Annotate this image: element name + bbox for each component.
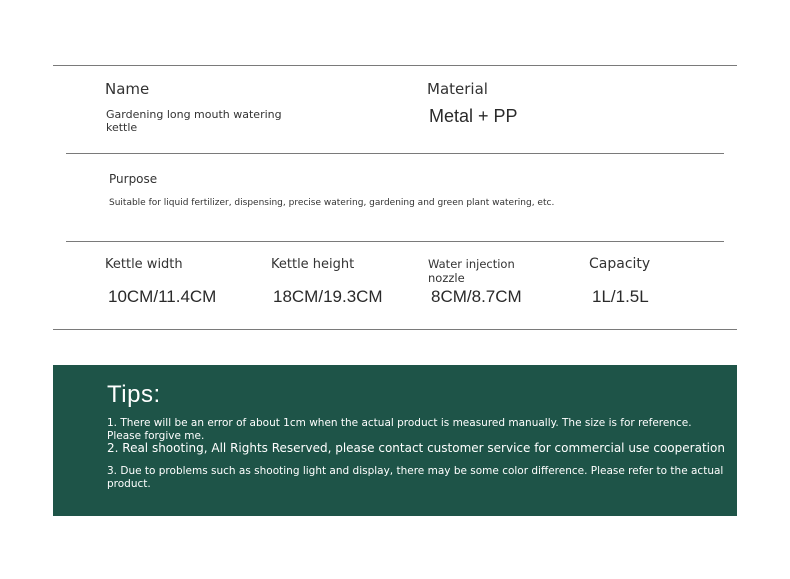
material-label: Material <box>427 80 488 98</box>
kettle-height-value: 18CM/19.3CM <box>273 287 383 306</box>
divider-bottom <box>53 329 737 330</box>
purpose-label: Purpose <box>109 172 158 186</box>
tip-item-3: 3. Due to problems such as shooting light and display, there may be some color difference. Please refer to the actual product. <box>107 465 724 490</box>
tips-panel <box>53 365 737 516</box>
capacity-label: Capacity <box>589 256 651 272</box>
name-label: Name <box>105 80 150 98</box>
kettle-width-label: Kettle width <box>105 257 183 272</box>
divider-2 <box>66 153 724 154</box>
kettle-width-value: 10CM/11.4CM <box>108 287 217 306</box>
nozzle-label: Water injection nozzle <box>428 257 515 285</box>
tip-item-2: 2. Real shooting, All Rights Reserved, please contact customer service for commercial use cooperation <box>107 441 725 455</box>
capacity-value: 1L/1.5L <box>592 287 649 306</box>
nozzle-value: 8CM/8.7CM <box>431 287 522 306</box>
purpose-value: Suitable for liquid fertilizer, dispensing, precise watering, gardening and green plant watering, etc. <box>109 198 555 208</box>
tips-title: Tips: <box>107 381 161 408</box>
kettle-height-label: Kettle height <box>271 257 355 272</box>
name-value: Gardening long mouth watering kettle <box>106 108 282 134</box>
tip-item-1: 1. There will be an error of about 1cm when the actual product is measured manually. The size is for reference. Please forgive me. <box>107 417 692 442</box>
divider-top <box>53 65 737 66</box>
material-value: Metal + PP <box>429 106 518 126</box>
divider-3 <box>66 241 724 242</box>
